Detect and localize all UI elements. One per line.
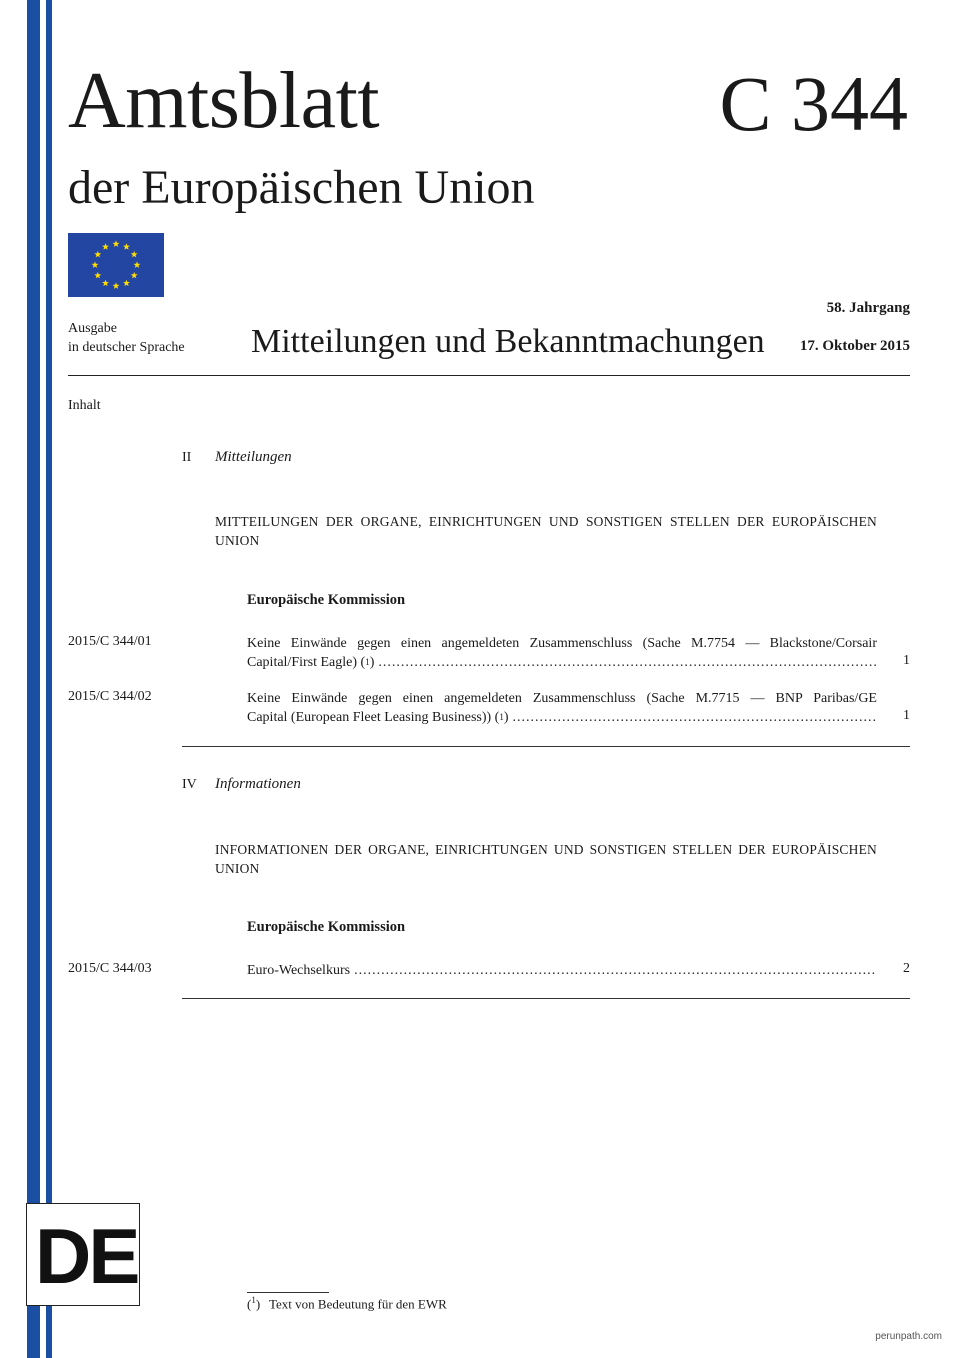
leader-dots [378,653,877,672]
issue-number: C 344 [719,60,908,147]
part-title: Mitteilungen [215,449,292,465]
entry-title-text: Capital (European Fleet Leasing Business)) ( [247,710,500,725]
left-blue-bar [27,0,40,1358]
journal-title: Amtsblatt [68,57,380,145]
section-rule [182,998,910,999]
edition-note [68,319,185,357]
entry-title-text: Euro-Wechselkurs [247,963,351,978]
footnote-text: Text von Bedeutung für den EWR [269,1296,447,1312]
edition-line-1: Ausgabe [68,321,117,336]
entry-title-link[interactable] [247,689,877,727]
section-heading: MITTEILUNGEN DER ORGANE, EINRICHTUNGEN UND SONSTIGEN STELLEN DER EUROPÄISCHEN UNION [215,514,877,548]
edition-line-2: in deutscher Sprache [68,340,185,355]
leader-dots [354,961,877,980]
issue-date: 17. Oktober 2015 [799,338,910,354]
footnote-rule [247,1292,329,1293]
language-code-box [26,1203,140,1306]
entry-title-link[interactable] [247,634,877,672]
entry-title-line-2 [247,708,877,727]
part-title: Informationen [215,776,301,792]
entry-title-text: Capital/First Eagle) ( [247,655,366,670]
footnote [247,1295,447,1312]
series-title: Mitteilungen und Bekanntmachungen [251,323,765,360]
contents-label: Inhalt [68,398,101,413]
language-code: DE [35,1212,138,1300]
organisation-heading: Europäische Kommission [247,592,406,608]
entry-title-close: ) [369,655,375,670]
entry-title-line-1: Keine Einwände gegen einen angemeldeten Zusammenschluss (Sache M.7754 — Blackstone/Corsair [247,636,877,651]
entry-title-link[interactable] [247,961,877,980]
masthead-rule [68,375,910,376]
watermark: perunpath.com [875,1331,942,1342]
entry-title-line-1 [247,961,877,980]
part-number: IV [182,777,197,792]
part-number: II [182,450,192,465]
volume-label: 58. Jahrgang [826,300,910,316]
entry-title-line-2 [247,653,877,672]
entry-title-close: ) [503,710,509,725]
entry-title-line-1: Keine Einwände gegen einen angemeldeten Zusammenschluss (Sache M.7715 — BNP Paribas/GE [247,691,877,706]
journal-subtitle: der Europäischen Union [68,161,535,214]
footnote-reference[interactable]: 1 [365,657,370,667]
footnote-mark: ($^1$) [247,1295,261,1312]
entry-page-number[interactable]: 2 [903,961,910,976]
section-heading: INFORMATIONEN DER ORGANE, EINRICHTUNGEN UND SONSTIGEN STELLEN DER EUROPÄISCHEN UNION [215,842,877,876]
left-blue-stripe [46,0,52,1358]
eu-flag-icon [68,233,164,297]
entry-page-number[interactable]: 1 [903,653,910,668]
entry-reference: 2015/C 344/01 [68,634,152,649]
entry-page-number[interactable]: 1 [903,708,910,723]
footnote-reference[interactable]: 1 [499,712,504,722]
organisation-heading: Europäische Kommission [247,919,406,935]
leader-dots [513,708,878,727]
entry-reference: 2015/C 344/02 [68,689,152,704]
entry-reference: 2015/C 344/03 [68,961,152,976]
section-rule [182,746,910,747]
